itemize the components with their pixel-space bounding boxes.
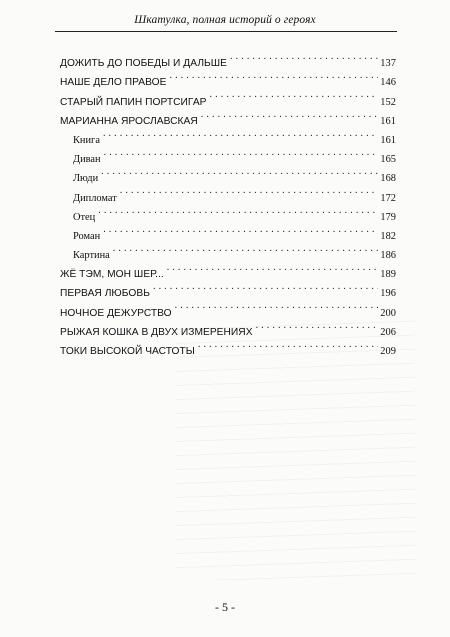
dot-leader <box>101 162 378 181</box>
toc-entry-title: Картина <box>73 250 110 262</box>
toc-entry <box>60 47 396 70</box>
toc-subentry <box>60 239 396 262</box>
dot-leader <box>198 335 378 354</box>
toc-entry-title: Диван <box>73 154 101 166</box>
toc-entry-title: Дипломат <box>73 192 117 204</box>
toc-subentry <box>60 220 396 242</box>
table-of-contents <box>60 47 396 357</box>
toc-subentry <box>60 143 396 166</box>
toc-subentry <box>60 162 396 185</box>
dot-leader <box>113 239 379 258</box>
toc-entry-title: Люди <box>73 173 99 185</box>
toc-entry-page: 209 <box>380 346 396 357</box>
dot-leader <box>201 105 378 124</box>
running-header: Шкатулка, полная историй о героях <box>134 14 316 26</box>
toc-entry-title: НОЧНОЕ ДЕЖУРСТВО <box>60 307 172 319</box>
toc-entry-title: РЫЖАЯ КОШКА В ДВУХ ИЗМЕРЕНИЯХ <box>60 326 253 338</box>
toc-entry-page: 152 <box>380 96 396 108</box>
toc-entry-title: ДОЖИТЬ ДО ПОБЕДЫ И ДАЛЬШЕ <box>60 58 228 70</box>
dot-leader <box>175 296 379 315</box>
toc-subentry <box>60 201 396 223</box>
toc-entry-page: 189 <box>380 269 396 281</box>
toc-entry-page: 172 <box>380 192 396 204</box>
dot-leader <box>210 85 379 104</box>
dot-leader <box>104 143 379 162</box>
dot-leader <box>153 277 378 296</box>
dot-leader <box>230 47 378 66</box>
toc-entry-title: СТАРЫЙ ПАПИН ПОРТСИГАР <box>60 96 207 108</box>
toc-entry-title: НАШЕ ДЕЛО ПРАВОЕ <box>60 77 167 89</box>
dot-leader <box>98 201 378 220</box>
toc-entry-page: 196 <box>380 288 396 300</box>
toc-entry-title: ЖЁ ТЭМ, МОН ШЕР... <box>60 269 164 281</box>
toc-entry-title: ПЕРВАЯ ЛЮБОВЬ <box>60 288 150 300</box>
toc-entry-title: ТОКИ ВЫСОКОЙ ЧАСТОТЫ <box>60 346 195 357</box>
toc-entry-page: 206 <box>380 326 396 338</box>
dot-leader <box>167 258 379 277</box>
toc-subentry <box>60 181 396 204</box>
dot-leader <box>120 181 379 200</box>
toc-entry-title: Роман <box>73 230 101 242</box>
toc-entry-page: 182 <box>380 230 396 242</box>
toc-entry-page: 186 <box>380 250 396 262</box>
header-rule <box>55 31 397 32</box>
dot-leader <box>103 220 378 239</box>
toc-subentry <box>60 124 396 146</box>
toc-entry-page: 165 <box>380 154 396 166</box>
toc-entry-title: МАРИАННА ЯРОСЛАВСКАЯ <box>60 115 198 127</box>
toc-entry-page: 161 <box>380 115 396 127</box>
toc-entry-page: 200 <box>380 307 396 319</box>
toc-entry-page: 179 <box>380 211 396 223</box>
toc-entry-page: 161 <box>380 134 396 146</box>
toc-entry-title: Отец <box>73 211 96 223</box>
toc-entry-title: Книга <box>73 134 100 146</box>
toc-entry-page: 168 <box>380 173 396 185</box>
dot-leader <box>256 316 379 335</box>
dot-leader <box>169 66 378 85</box>
toc-entry-page: 146 <box>380 77 396 89</box>
dot-leader <box>103 124 378 143</box>
page-number: - 5 - <box>215 600 235 614</box>
toc-entry-page: 137 <box>380 58 396 70</box>
